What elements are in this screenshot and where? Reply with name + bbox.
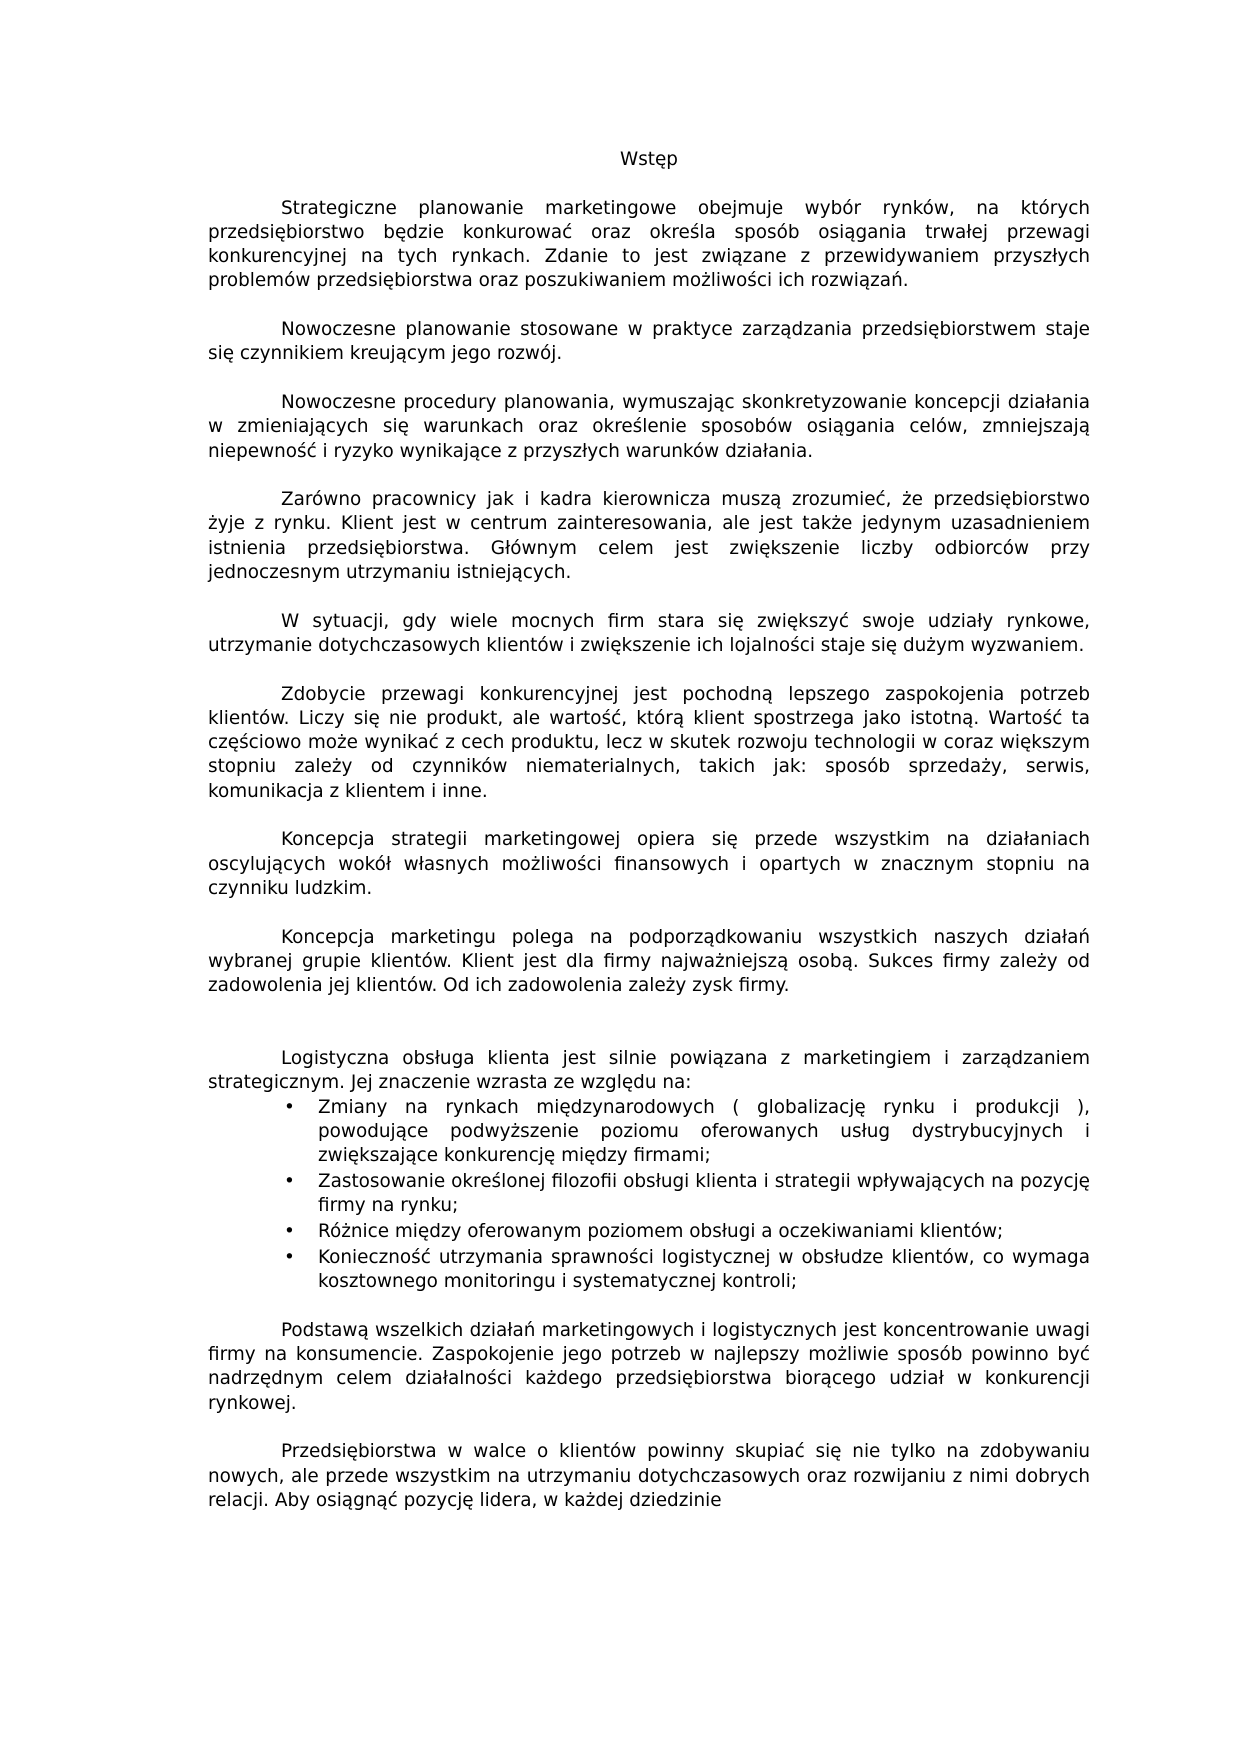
paragraph: Logistyczna obsługa klienta jest silnie powiązana z marketingiem i zarządzaniem strategicznym. Jej znaczenie wzrasta ze względu na: [208,1047,1090,1094]
list-item [208,1220,1090,1244]
paragraph: Strategiczne planowanie marketingowe obejmuje wybór rynków, na których przedsiębiorstwo będzie konkurować oraz określa sposób osiągania trwałej przewagi konkurencyjnej na tych rynkach. Zdanie to jest związane z przewidywaniem przyszłych problemów przedsiębiorstwa oraz poszukiwaniem możliwości ich rozwiązań. [208,197,1090,292]
paragraph: Zdobycie przewagi konkurencyjnej jest pochodną lepszego zaspokojenia potrzeb klientów. Liczy się nie produkt, ale wartość, którą klient spostrzega jako istotną. Wartość ta częściowo może wynikać z cech produktu, lecz w skutek rozwoju technologii w coraz większym stopniu zależy od czynników niematerialnych, takich jak: sposób sprzedaży, serwis, komunikacja z klientem i inne. [208,683,1090,802]
paragraph: Nowoczesne procedury planowania, wymuszając skonkretyzowanie koncepcji działania w zmieniających się warunkach oraz określenie sposobów osiągania celów, zmniejszają niepewność i ryzyko wynikające z przyszłych warunków działania. [208,391,1090,462]
list-item [208,1170,1090,1219]
paragraph: W sytuacji, gdy wiele mocnych firm stara się zwiększyć swoje udziały rynkowe, utrzymanie dotychczasowych klientów i zwiększenie ich lojalności staje się dużym wyzwaniem. [208,610,1090,656]
bullet-icon: • [284,1170,295,1192]
list-item-text: Różnice między oferowanym poziomem obsługi a oczekiwaniami klientów; [318,1221,1004,1243]
bullet-icon: • [284,1246,295,1268]
list-item-text: Zmiany na rynkach międzynarodowych ( globalizację rynku i produkcji ), powodujące podwyższenie poziomu oferowanych usług dystrybucyjnych i zwiększające konkurencję między firmami; [318,1096,1090,1167]
paragraph: Zarówno pracownicy jak i kadra kierownicza muszą zrozumieć, że przedsiębiorstwo żyje z rynku. Klient jest w centrum zainteresowania, ale jest także jedynym uzasadnieniem istnienia przedsiębiorstwa. Głównym celem jest zwiększenie liczby odbiorców przy jednoczesnym utrzymaniu istniejących. [208,489,1090,584]
paragraph: Przedsiębiorstwa w walce o klientów powinny skupiać się nie tylko na zdobywaniu nowych, ale przede wszystkim na utrzymaniu dotychczasowych oraz rozwijaniu z nimi dobrych relacji. Aby osiągnąć pozycję lidera, w każdej dziedzinie [208,1441,1090,1511]
list-item-text: Zastosowanie określonej filozofii obsługi klienta i strategii wpływających na pozycję firmy na rynku; [318,1170,1090,1217]
document-title: Wstęp [620,149,678,170]
bullet-icon: • [284,1096,295,1118]
list-item [208,1096,1090,1169]
bullet-icon: • [284,1221,295,1243]
paragraph: Koncepcja strategii marketingowej opiera się przede wszystkim na działaniach oscylujących wokół własnych możliwości finansowych i opartych w znacznym stopniu na czynniku ludzkim. [208,829,1090,899]
paragraph: Nowoczesne planowanie stosowane w praktyce zarządzania przedsiębiorstwem staje się czynnikiem kreującym jego rozwój. [208,319,1090,365]
paragraph: Podstawą wszelkich działań marketingowych i logistycznych jest koncentrowanie uwagi firmy na konsumencie. Zaspokojenie jego potrzeb w najlepszy możliwie sposób powinno być nadrzędnym celem działalności każdego przedsiębiorstwa biorącego udział w konkurencji rynkowej. [208,1319,1090,1414]
list-item-text: Konieczność utrzymania sprawności logistycznej w obsłudze klientów, co wymaga kosztownego monitoringu i systematycznej kontroli; [318,1246,1090,1293]
bullet-list [208,1096,1090,1295]
document-page [208,148,1090,1537]
list-item [208,1246,1090,1295]
paragraph: Koncepcja marketingu polega na podporządkowaniu wszystkich naszych działań wybranej grupie klientów. Klient jest dla firmy najważniejszą osobą. Sukces firmy zależy od zadowolenia jej klientów. Od ich zadowolenia zależy zysk firmy. [208,926,1090,997]
